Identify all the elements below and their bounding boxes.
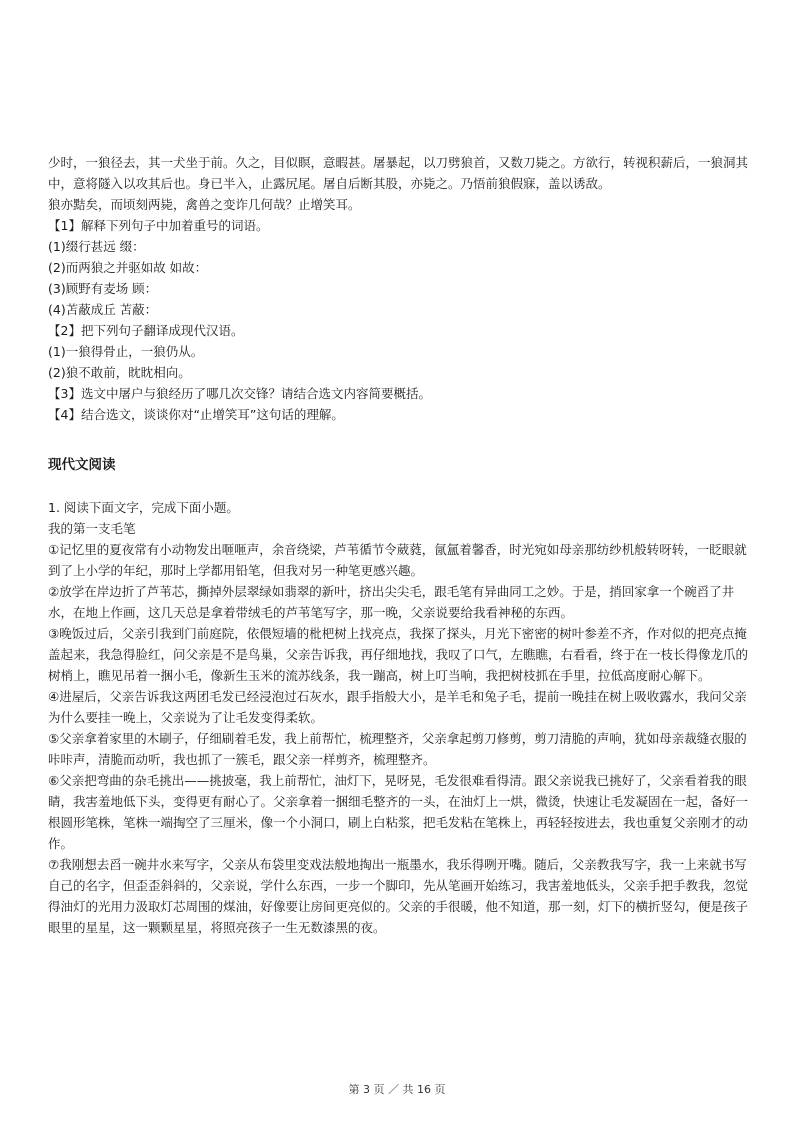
question-heading: 【3】选文中屠户与狼经历了哪几次交锋？请结合选文内容简要概括。 [48, 386, 431, 401]
article-paragraph: ③晚饭过后，父亲引我到门前庭院，依偎短墙的枇杷树上找亮点，我探了探头，月光下密密的树叶参差不齐，作对似的把亮点掩盖起来，我急得脸红，问父亲是不是鸟巢，父亲告诉我，再仔细地找，我叹了口气，左瞧瞧，右看看，终于在一枝长得像龙爪的树梢上，瞧见吊着一捆小毛，像新生玉米的流苏线条，我一蹦高，树上叮当响，我把树枝抓在手里，拉低高度耐心解下。 [48, 626, 749, 683]
passage-paragraph: 狼亦黠矣，而顷刻两毙，禽兽之变诈几何哉？止增笑耳。 [48, 197, 361, 212]
question-intro: 1. 阅读下面文字，完成下面小题。 [48, 500, 239, 515]
question-heading: 【1】解释下列句子中加着重号的词语。 [48, 218, 269, 233]
sub-question: (1)一狼得骨止，一狼仍从。 [48, 344, 204, 359]
article-paragraph: ①记忆里的夏夜常有小动物发出咂咂声，余音绕梁，芦苇循节令葳蕤，氤氲着馨香，时光宛如母亲那纺纱机般转呀转，一眨眼就到了上小学的年纪，那时上学都用铅笔，但我对另一种笔更感兴趣。 [48, 542, 747, 578]
page-footer: 第 3 页 ／ 共 16 页 [348, 1083, 446, 1096]
page-content [48, 152, 748, 938]
article-paragraph: ⑦我刚想去舀一碗井水来写字，父亲从布袋里变戏法般地掏出一瓶墨水，我乐得咧开嘴。随后，父亲教我写字，我一上来就书写自己的名字，但歪歪斜斜的，父亲说，学什么东西，一步一个脚印，先从笔画开始练习，我害羞地低头，父亲手把手教我，忽觉得油灯的光用力汲取灯芯周围的煤油，好像要让房间更亮似的。父亲的手很暖，他不知道，那一刻，灯下的横折竖勾，便是孩子眼里的星星，这一颗颗星星，将照亮孩子一生无数漆黑的夜。 [48, 857, 749, 935]
article-paragraph: ⑤父亲拿着家里的木刷子，仔细刷着毛发，我上前帮忙，梳理整齐，父亲拿起剪刀修剪，剪刀清脆的声响，犹如母亲裁缝衣服的咔咔声，清脆而动听，我也抓了一簇毛，跟父亲一样剪齐，梳理整齐。 [48, 731, 747, 767]
sub-question: (2)而两狼之并驱如故 如故： [48, 260, 208, 275]
sub-question: (2)狼不敢前，眈眈相向。 [48, 365, 191, 380]
question-heading: 【2】把下列句子翻译成现代汉语。 [48, 323, 244, 338]
article-paragraph: ⑥父亲把弯曲的杂毛挑出——挑披毫，我上前帮忙，油灯下，晃呀晃，毛发很难看得清。跟父亲说我已挑好了，父亲看着我的眼睛，我害羞地低下头，变得更有耐心了。父亲拿着一捆细毛整齐的一头，在油灯上一烘，微烫，快速让毛发凝固在一起，备好一根圆形笔株，笔株一端掏空了三厘米，像一个小洞口，刷上白粘浆，把毛发粘在笔株上，再轻轻按进去，我也重复父亲刚才的动作。 [48, 773, 749, 851]
classical-passage [48, 152, 748, 215]
sub-question: (1)缀行甚远 缀： [48, 239, 145, 254]
sub-question: (3)顾野有麦场 顾： [48, 281, 158, 296]
passage-paragraph: 少时，一狼径去，其一犬坐于前。久之，目似瞑，意暇甚。屠暴起，以刀劈狼首，又数刀毙之。方欲行，转视积薪后，一狼洞其中，意将隧入以攻其后也。身已半入，止露尻尾。屠自后断其股，亦毙之。乃悟前狼假寐，盖以诱敌。 [48, 155, 749, 191]
article-paragraph: ④进屋后，父亲告诉我这两团毛发已经浸泡过石灰水，跟手指般大小，是羊毛和兔子毛，提前一晚挂在树上吸收露水，我问父亲为什么要挂一晚上，父亲说为了让毛发变得柔软。 [48, 689, 747, 725]
sub-question: (4)苫蔽成丘 苫蔽： [48, 302, 158, 317]
classical-questions [48, 215, 748, 425]
question-heading: 【4】结合选文，谈谈你对“止增笑耳”这句话的理解。 [48, 407, 344, 422]
article-paragraph: ②放学在岸边折了芦苇芯，撕掉外层翠绿如翡翠的新叶，挤出尖尖毛，跟毛笔有异曲同工之妙。于是，捎回家拿一个碗舀了井水，在地上作画，这几天总是拿着带绒毛的芦苇笔写字，那一晚，父亲说要给我看神秘的东西。 [48, 584, 735, 620]
modern-reading [48, 497, 748, 938]
article-title: 我的第一支毛笔 [48, 521, 136, 536]
section-title: 现代文阅读 [48, 457, 116, 473]
